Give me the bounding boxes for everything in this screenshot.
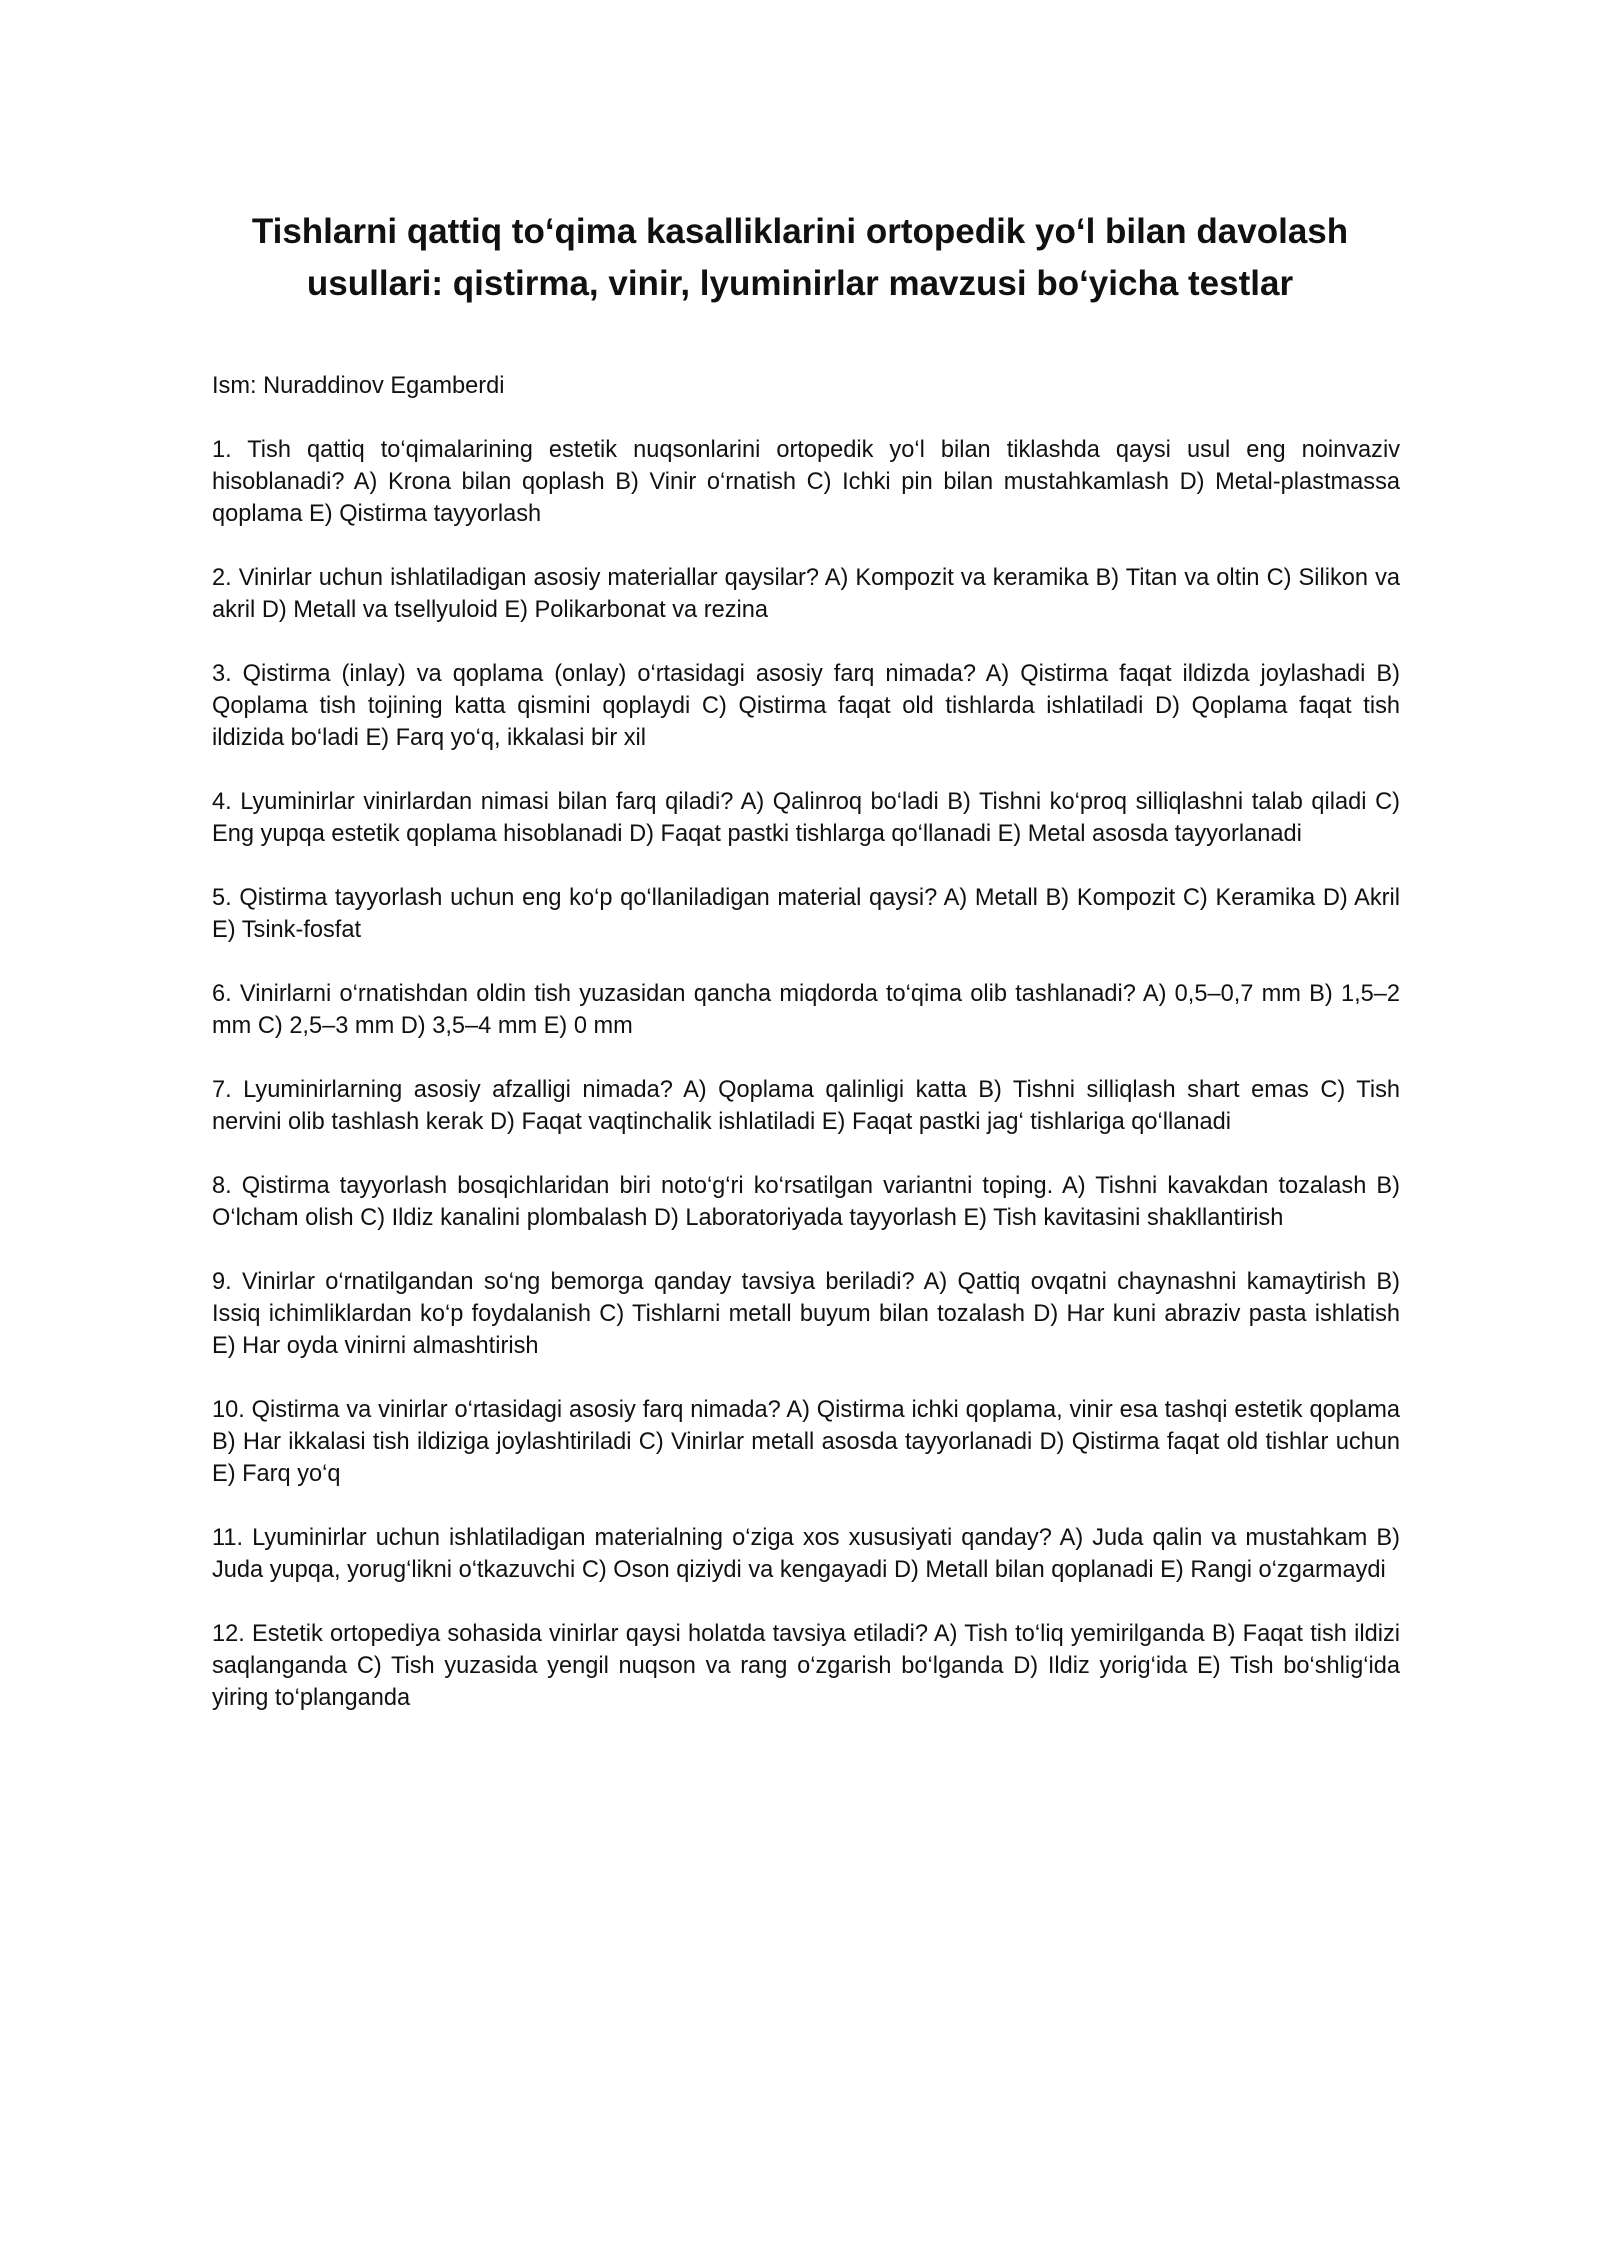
question-4: 4. Lyuminirlar vinirlardan nimasi bilan farq qiladi? A) Qalinroq bo‘ladi B) Tishni ko‘proq silliqlashni talab qiladi C) Eng yupqa estetik qoplama hisoblanadi D) Faqat pastki tishlarga qo‘llanadi E) Metal asosda tayyorlanadi xyxy=(212,789,1400,847)
question-3: 3. Qistirma (inlay) va qoplama (onlay) o‘rtasidagi asosiy farq nimada? A) Qistirma faqat ildizda joylashadi B) Qoplama tish tojining katta qismini qoplaydi C) Qistirma faqat old tishlarda ishlatiladi D) Qoplama faqat tish ildizida bo‘ladi E) Farq yo‘q, ikkalasi bir xil xyxy=(212,661,1400,751)
question-8: 8. Qistirma tayyorlash bosqichlaridan biri noto‘g‘ri ko‘rsatilgan variantni toping. A) Tishni kavakdan tozalash B) O‘lcham olish C) Ildiz kanalini plombalash D) Laboratoriyada tayyorlash E) Tish kavitasini shakllantirish xyxy=(212,1173,1400,1231)
document-body xyxy=(212,370,1400,1746)
student-name: Ism: Nuraddinov Egamberdi xyxy=(212,373,505,399)
question-11: 11. Lyuminirlar uchun ishlatiladigan materialning o‘ziga xos xususiyati qanday? A) Juda qalin va mustahkam B) Juda yupqa, yorug‘likni o‘tkazuvchi C) Oson qiziydi va kengayadi D) Metall bilan qoplanadi E) Rangi o‘zgarmaydi xyxy=(212,1525,1400,1583)
question-12: 12. Estetik ortopediya sohasida vinirlar qaysi holatda tavsiya etiladi? A) Tish to‘liq yemirilganda B) Faqat tish ildizi saqlanganda C) Tish yuzasida yengil nuqson va rang o‘zgarish bo‘lganda D) Ildiz yorig‘ida E) Tish bo‘shlig‘ida yiring to‘planganda xyxy=(212,1621,1400,1711)
question-6: 6. Vinirlarni o‘rnatishdan oldin tish yuzasidan qancha miqdorda to‘qima olib tashlanadi? A) 0,5–0,7 mm B) 1,5–2 mm C) 2,5–3 mm D) 3,5–4 mm E) 0 mm xyxy=(212,981,1400,1039)
question-2: 2. Vinirlar uchun ishlatiladigan asosiy materiallar qaysilar? A) Kompozit va keramika B) Titan va oltin C) Silikon va akril D) Metall va tsellyuloid E) Polikarbonat va rezina xyxy=(212,565,1400,623)
question-5: 5. Qistirma tayyorlash uchun eng ko‘p qo‘llaniladigan material qaysi? A) Metall B) Kompozit C) Keramika D) Akril E) Tsink-fosfat xyxy=(212,885,1400,943)
question-7: 7. Lyuminirlarning asosiy afzalligi nimada? A) Qoplama qalinligi katta B) Tishni silliqlash shart emas C) Tish nervini olib tashlash kerak D) Faqat vaqtinchalik ishlatiladi E) Faqat pastki jag‘ tishlariga qo‘llanadi xyxy=(212,1077,1400,1135)
document-title: Tishlarni qattiq to‘qima kasalliklarini ortopedik yo‘l bilan davolash usullari: qistirma, vinir, lyuminirlar mavzusi bo‘yicha testlar xyxy=(251,212,1349,303)
question-9: 9. Vinirlar o‘rnatilgandan so‘ng bemorga qanday tavsiya beriladi? A) Qattiq ovqatni chaynashni kamaytirish B) Issiq ichimliklardan ko‘p foydalanish C) Tishlarni metall buyum bilan tozalash D) Har kuni abraziv pasta ishlatish E) Har oyda vinirni almashtirish xyxy=(212,1269,1400,1359)
question-10: 10. Qistirma va vinirlar o‘rtasidagi asosiy farq nimada? A) Qistirma ichki qoplama, vinir esa tashqi estetik qoplama B) Har ikkalasi tish ildiziga joylashtiriladi C) Vinirlar metall asosda tayyorlanadi D) Qistirma faqat old tishlar uchun E) Farq yo‘q xyxy=(212,1397,1400,1487)
question-1: 1. Tish qattiq to‘qimalarining estetik nuqsonlarini ortopedik yo‘l bilan tiklashda qaysi usul eng noinvaziv hisoblanadi? A) Krona bilan qoplash B) Vinir o‘rnatish C) Ichki pin bilan mustahkamlash D) Metal-plastmassa qoplama E) Qistirma tayyorlash xyxy=(212,437,1400,527)
